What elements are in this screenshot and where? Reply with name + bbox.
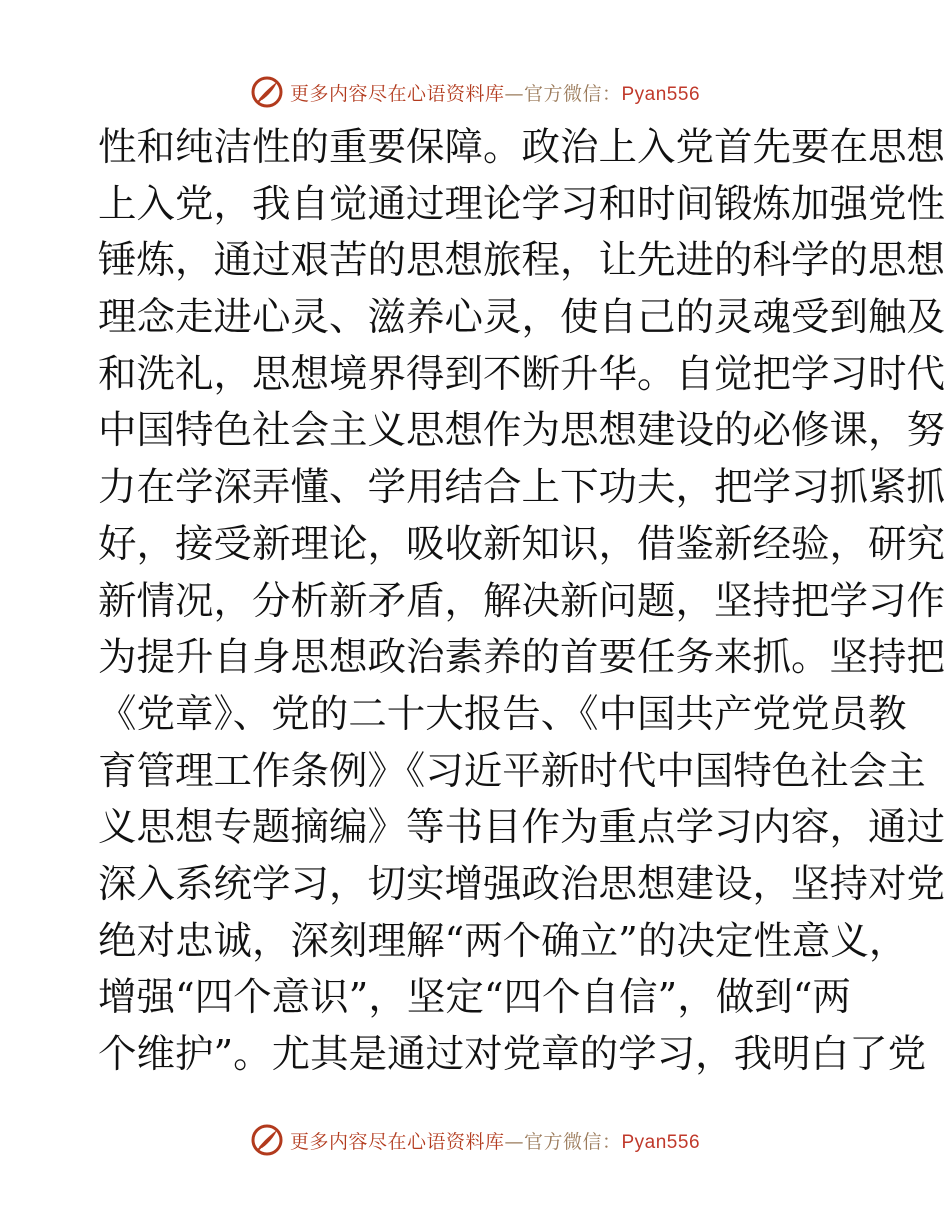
text-line: 中国特色社会主义思想作为思想建设的必修课，努: [98, 408, 946, 454]
text-line: 义思想专题摘编》等书目作为重点学习内容，通过: [98, 805, 946, 851]
quill-circle-icon: [250, 1123, 284, 1157]
footer-site-text: 更多内容尽在心语资料库: [289, 1130, 505, 1153]
text-line: 《党章》、党的二十大报告、《中国共产党党员教: [98, 691, 907, 737]
quill-circle-icon: [250, 75, 284, 109]
text-line: 理念走进心灵、滋养心灵，使自己的灵魂受到触及: [98, 295, 946, 341]
text-line: 绝对忠诚，深刻理解“两个确立”的决定性意义，: [98, 918, 908, 964]
text-line: 增强“四个意识”，坚定“四个自信”，做到“两: [98, 975, 851, 1021]
header-wechat-id: Pyan556: [621, 83, 701, 105]
text-line: 好，接受新理论，吸收新知识，借鉴新经验，研究: [98, 521, 946, 567]
footer-wechat-id: Pyan556: [621, 1131, 701, 1153]
text-line: 育管理工作条例》《习近平新时代中国特色社会主: [98, 748, 926, 794]
footer-wechat-label: 官方微信：: [523, 1130, 622, 1153]
header-site-text: 更多内容尽在心语资料库: [289, 82, 505, 105]
header-banner-text: [290, 79, 700, 106]
document-body: [98, 120, 946, 1084]
text-line: 新情况，分析新矛盾，解决新问题，坚持把学习作: [98, 578, 946, 624]
text-line: 个维护”。尤其是通过对党章的学习，我明白了党: [98, 1032, 927, 1077]
text-line: 上入党，我自觉通过理论学习和时间锻炼加强党性: [98, 181, 946, 227]
header-banner[interactable]: [0, 72, 950, 112]
text-line: 性和纯洁性的重要保障。政治上入党首先要在思想: [98, 125, 946, 170]
text-line: 为提升自身思想政治素养的首要任务来抓。坚持把: [98, 635, 946, 681]
footer-banner[interactable]: [0, 1120, 950, 1160]
footer-banner-text: [290, 1127, 700, 1154]
text-line: 和洗礼，思想境界得到不断升华。自觉把学习时代: [98, 351, 946, 397]
header-separator: —: [504, 82, 524, 105]
header-wechat-label: 官方微信：: [523, 82, 622, 105]
footer-separator: —: [504, 1130, 524, 1153]
text-line: 深入系统学习，切实增强政治思想建设，坚持对党: [98, 861, 946, 907]
text-line: 力在学深弄懂、学用结合上下功夫，把学习抓紧抓: [98, 465, 946, 511]
text-line: 锤炼，通过艰苦的思想旅程，让先进的科学的思想: [98, 238, 946, 284]
